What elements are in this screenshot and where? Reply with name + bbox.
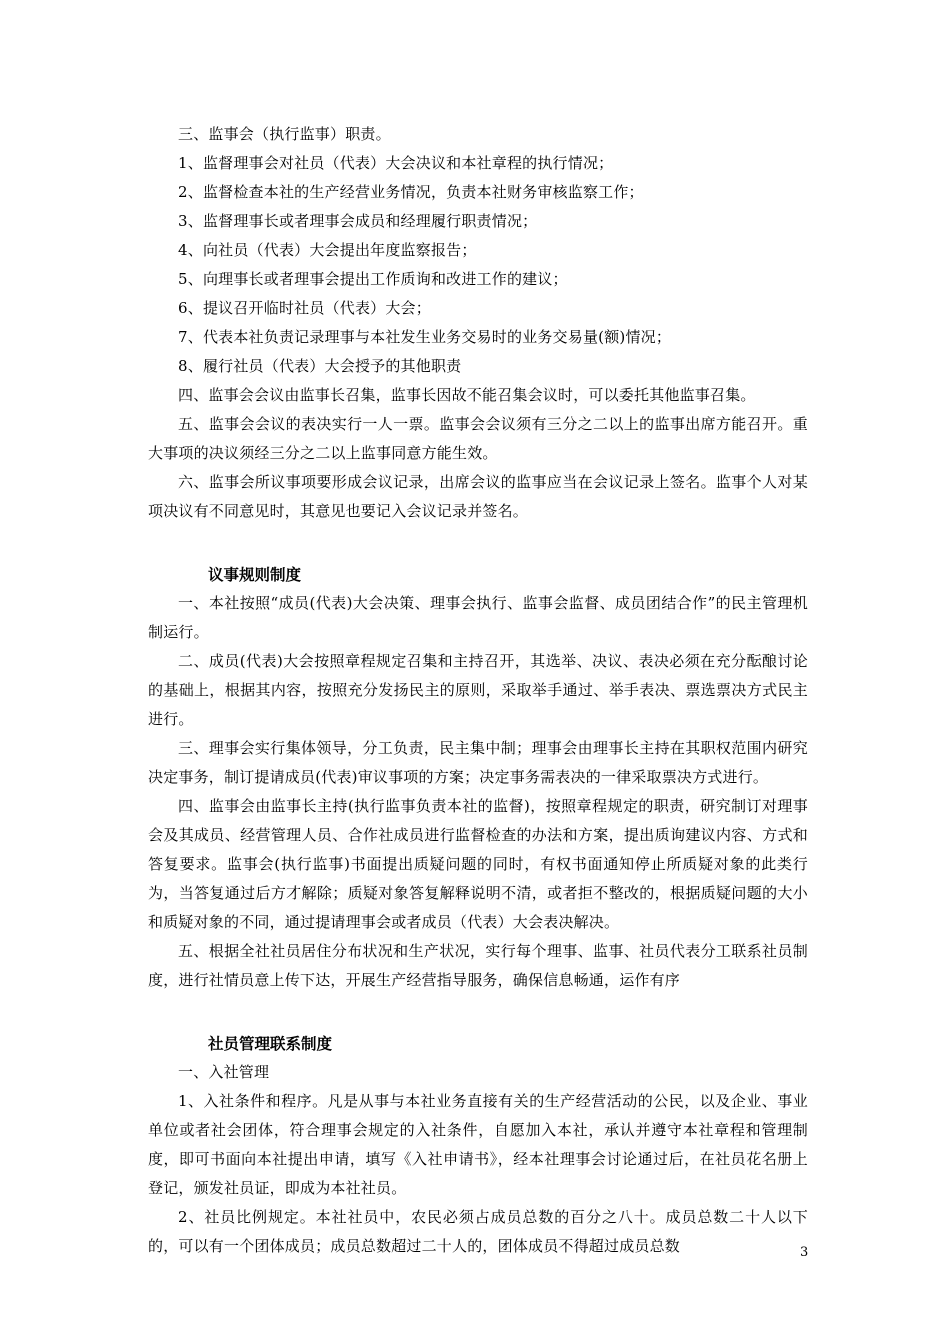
paragraph: 1、入社条件和程序。凡是从事与本社业务直接有关的生产经营活动的公民，以及企业、事业单位或者社会团体，符合理事会规定的入社条件，自愿加入本社，承认并遵守本社章程和管理制度，即可书面向本社提出申请，填写《入社申请书》，经本社理事会讨论通过后，在社员花名册上登记，颁发社员证，即成为本社社员。	[148, 1092, 808, 1197]
paragraph: 四、监事会由监事长主持(执行监事负责本社的监督)，按照章程规定的职责，研究制订对理事会及其成员、经营管理人员、合作社成员进行监督检查的办法和方案，提出质询建议内容、方式和答复要求。监事会(执行监事)书面提出质疑问题的同时，有权书面通知停止所质疑对象的此类行为，当答复通过后方才解除；质疑对象答复解释说明不清，或者拒不整改的，根据质疑问题的大小和质疑对象的不同，通过提请理事会或者成员（代表）大会表决解决。	[148, 797, 808, 931]
paragraph: 7、代表本社负责记录理事与本社发生业务交易时的业务交易量(额)情况；	[178, 328, 672, 346]
paragraph: 五、监事会会议的表决实行一人一票。监事会会议须有三分之二以上的监事出席方能召开。重大事项的决议须经三分之二以上监事同意方能生效。	[148, 415, 808, 462]
paragraph: 五、根据全社社员居住分布状况和生产状况，实行每个理事、监事、社员代表分工联系社员制度，进行社情员意上传下达，开展生产经营指导服务，确保信息畅通，运作有序	[148, 942, 808, 989]
section-title: 社员管理联系制度	[208, 1034, 333, 1053]
paragraph: 2、监督检查本社的生产经营业务情况，负责本社财务审核监察工作；	[178, 183, 644, 201]
supervisors-section	[148, 120, 808, 526]
paragraph: 二、成员(代表)大会按照章程规定召集和主持召开，其选举、决议、表决必须在充分酝酿讨论的基础上，根据其内容，按照充分发扬民主的原则，采取举手通过、举手表决、票选票决方式民主进行。	[148, 652, 808, 728]
paragraph: 6、提议召开临时社员（代表）大会；	[178, 299, 431, 317]
paragraph: 一、入社管理	[178, 1063, 270, 1081]
paragraph: 三、监事会（执行监事）职责。	[178, 125, 391, 143]
paragraph: 一、本社按照“成员(代表)大会决策、理事会执行、监事会监督、成员团结合作”的民主管理机制运行。	[148, 594, 808, 641]
members-section	[148, 1029, 808, 1261]
page-number: 3	[800, 1245, 809, 1260]
paragraph: 3、监督理事长或者理事会成员和经理履行职责情况；	[178, 212, 538, 230]
section-title: 议事规则制度	[208, 565, 302, 584]
paragraph: 8、履行社员（代表）大会授予的其他职责	[178, 357, 462, 375]
paragraph: 三、理事会实行集体领导，分工负责，民主集中制；理事会由理事长主持在其职权范围内研究决定事务，制订提请成员(代表)审议事项的方案；决定事务需表决的一律采取票决方式进行。	[148, 739, 808, 786]
paragraph: 2、社员比例规定。本社社员中，农民必须占成员总数的百分之八十。成员总数二十人以下的，可以有一个团体成员；成员总数超过二十人的，团体成员不得超过成员总数	[148, 1208, 808, 1255]
paragraph: 1、监督理事会对社员（代表）大会决议和本社章程的执行情况；	[178, 154, 614, 172]
paragraph: 四、监事会会议由监事长召集，监事长因故不能召集会议时，可以委托其他监事召集。	[178, 386, 756, 404]
rules-section	[148, 560, 808, 995]
paragraph: 5、向理事长或者理事会提出工作质询和改进工作的建议；	[178, 270, 568, 288]
document-body	[148, 120, 808, 1261]
section-spacer	[148, 995, 808, 1029]
section-spacer	[148, 526, 808, 560]
paragraph: 六、监事会所议事项要形成会议记录，出席会议的监事应当在会议记录上签名。监事个人对某项决议有不同意见时，其意见也要记入会议记录并签名。	[148, 473, 808, 520]
paragraph: 4、向社员（代表）大会提出年度监察报告；	[178, 241, 477, 259]
